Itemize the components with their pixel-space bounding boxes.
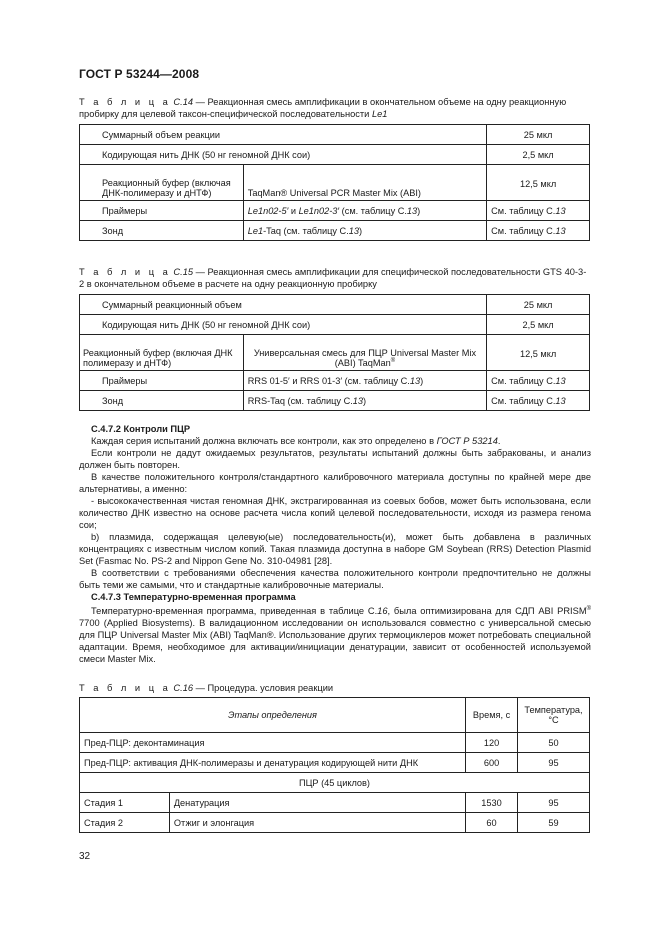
table-cell bbox=[487, 391, 590, 411]
table-cell: Пред-ПЦР: деконтаминация bbox=[80, 733, 466, 753]
table-cell bbox=[487, 201, 590, 221]
table-row bbox=[80, 201, 590, 221]
table-cell: TaqMan® Universal PCR Master Mix (ABI) bbox=[243, 165, 486, 201]
cell-text: ) bbox=[358, 225, 363, 236]
cell-text: Le1 bbox=[247, 225, 264, 236]
table-header-row bbox=[80, 698, 590, 733]
table-header-cell: Время, с bbox=[466, 698, 518, 733]
paragraph-text: , была оптимизирована для СДП ABI PRISM bbox=[387, 606, 587, 617]
caption-word: Т а б л и ц а bbox=[79, 683, 171, 693]
table-cell: Зонд bbox=[80, 391, 244, 411]
cell-text: 13 bbox=[352, 395, 363, 406]
page-number: 32 bbox=[79, 851, 91, 862]
table-cell: 25 мкл bbox=[487, 125, 590, 145]
table-cell: Суммарный реакционный объем bbox=[80, 295, 487, 315]
table-row bbox=[80, 813, 590, 833]
paragraph-text: ГОСТ Р 53214 bbox=[436, 436, 498, 446]
paragraph bbox=[79, 435, 591, 447]
cell-text: RRS-Taq (см. таблицу С. bbox=[247, 395, 353, 406]
table-cell: Отжиг и элонгация bbox=[169, 813, 465, 833]
cell-text: 13 bbox=[348, 225, 359, 236]
table-14-caption bbox=[79, 97, 591, 120]
caption-number: C.14 bbox=[173, 97, 194, 107]
cell-text: 13 bbox=[555, 395, 566, 406]
table-header-cell bbox=[80, 698, 466, 733]
cell-text: См. таблицу С. bbox=[491, 205, 556, 216]
cell-text: Универсальная смесь для ПЦР Universal Master Mix (ABI) TaqMan bbox=[253, 347, 477, 368]
table-cell: 600 bbox=[466, 753, 518, 773]
cell-text: Le1n02-3′ bbox=[298, 205, 340, 216]
paragraph bbox=[79, 603, 591, 665]
cell-text: См. таблицу С. bbox=[491, 225, 556, 236]
table-header-cell: Температура, °С bbox=[518, 698, 590, 733]
page-title: ГОСТ Р 53244—2008 bbox=[79, 67, 200, 81]
table-cell bbox=[243, 201, 486, 221]
paragraph-text: . bbox=[497, 436, 501, 446]
table-row bbox=[80, 391, 590, 411]
caption-italic: Le1 bbox=[371, 108, 388, 119]
table-row bbox=[80, 371, 590, 391]
table-cell: 2,5 мкл bbox=[487, 315, 590, 335]
caption-text: — Реакционная смесь амплификации в окончательном объеме на одну реакционную пробирку для целевой таксон-специфической последовательности bbox=[79, 97, 567, 119]
paragraph: b) плазмида, содержащая целевую(ые) последовательность(и), может быть добавлена в различных концентрациях с известным числом копий. Такая плазмида доступна в наборе GM Soybean (RRS) Detection Plasmid Set (Fasmac No. PS-2 and Nippon Gene No. 310-04981 [28]. bbox=[79, 532, 591, 566]
caption-word: Т а б л и ц а bbox=[79, 267, 171, 277]
cell-text: ) bbox=[420, 375, 424, 386]
table-15-caption bbox=[79, 267, 591, 290]
table-cell: Реакционный буфер (включая ДНК полимеразу и дНТФ) bbox=[80, 335, 244, 371]
table-cell bbox=[243, 335, 486, 371]
paragraph-text: Каждая серия испытаний должна включать все контроли, как это определено в bbox=[91, 436, 437, 446]
caption-word: Т а б л и ц а bbox=[79, 97, 171, 107]
table-row bbox=[80, 145, 590, 165]
table-cell: Реакционный буфер (включая ДНК-полимеразу и дНТФ) bbox=[80, 165, 244, 201]
paragraph: В соответствии с требованиями обеспечения качества положительного контроли предпочтительно не должны быть теми же самыми, что и стандартные калибровочные материалы. bbox=[79, 568, 591, 590]
table-cell: 12,5 мкл bbox=[487, 165, 590, 201]
table-cell: 1530 bbox=[466, 793, 518, 813]
table-row bbox=[80, 753, 590, 773]
table-cell: 60 bbox=[466, 813, 518, 833]
table-cell: 2,5 мкл bbox=[487, 145, 590, 165]
paragraph-text: ® bbox=[586, 606, 591, 612]
table-cell: Денатурация bbox=[169, 793, 465, 813]
table-cell: 59 bbox=[518, 813, 590, 833]
table-cell: Кодирующая нить ДНК (50 нг геномной ДНК сои) bbox=[80, 315, 487, 335]
table-cell: 12,5 мкл bbox=[487, 335, 590, 371]
table-cell bbox=[243, 371, 486, 391]
section-heading: С.4.7.2 Контроли ПЦР bbox=[91, 424, 191, 434]
cell-text: (см. таблицу С. bbox=[339, 205, 407, 216]
table-row bbox=[80, 335, 590, 371]
table-row bbox=[80, 221, 590, 241]
caption-number: С.15 bbox=[173, 267, 194, 277]
table-16-caption bbox=[79, 683, 591, 695]
cell-text: 13 bbox=[406, 205, 418, 216]
paragraph: В качестве положительного контроля/стандартного калибровочного материала доступны по крайней мере две альтернативы, а именно: bbox=[79, 472, 591, 494]
table-row bbox=[80, 165, 590, 201]
cell-text: 13 bbox=[409, 375, 421, 386]
table-cell bbox=[487, 371, 590, 391]
paragraph-text: 16 bbox=[377, 606, 388, 617]
table-cell: Зонд bbox=[80, 221, 244, 241]
table-14 bbox=[79, 124, 590, 241]
paragraph: - высококачественная чистая геномная ДНК, экстрагированная из соевых бобов, может быть использована, если количество ДНК известно на основе расчета числа копий целевой последовательности, исходя из размера генома сои; bbox=[79, 496, 591, 530]
section-body bbox=[79, 423, 591, 665]
cell-text: ) bbox=[363, 395, 367, 406]
table-cell: 95 bbox=[518, 753, 590, 773]
header-text: Этапы определения bbox=[228, 710, 317, 720]
cell-text: См. таблицу С. bbox=[491, 395, 556, 406]
table-cell: 120 bbox=[466, 733, 518, 753]
table-cell bbox=[243, 391, 486, 411]
table-cell: Пред-ПЦР: активация ДНК-полимеразы и денатурация кодирующей нити ДНК bbox=[80, 753, 466, 773]
cell-text: -Taq (см. таблицу С. bbox=[263, 225, 349, 236]
caption-number: С.16 bbox=[173, 683, 194, 693]
table-row bbox=[80, 733, 590, 753]
paragraph: Если контроли не дадут ожидаемых результатов, результаты испытаний должны быть забракованы, и анализ должен быть повторен. bbox=[79, 448, 591, 470]
table-row bbox=[80, 773, 590, 793]
table-row bbox=[80, 125, 590, 145]
caption-text: — Реакционная смесь амплификации для специфической последовательности GTS 40-3-2 в окончательном объеме в расчете на одну реакционную пробирку bbox=[79, 267, 587, 289]
cell-text: RRS 01-5′ и RRS 01-3′ (см. таблицу С. bbox=[247, 375, 410, 386]
table-cell: Стадия 2 bbox=[80, 813, 170, 833]
cell-text: и bbox=[288, 205, 299, 216]
cell-text: 13 bbox=[555, 225, 566, 236]
paragraph-text: 7700 (Applied Biosystems). В валидационном исследовании он использовался совместно с универсальной смесью для ПЦР Universal Master Mix (ABI) TaqMan®. Использование других термоциклеров может потребовать специальной адаптации. Время, необходимое для активации/инициации денатурации, зависит от особенностей используемой смеси Master Mix. bbox=[79, 618, 591, 665]
table-cell: Стадия 1 bbox=[80, 793, 170, 813]
table-cell bbox=[487, 221, 590, 241]
paragraph-text: Температурно-временная программа, приведенная в таблице С. bbox=[91, 606, 378, 617]
table-15 bbox=[79, 294, 590, 411]
cell-text: 13 bbox=[555, 375, 566, 386]
table-row bbox=[80, 793, 590, 813]
cell-text: 13 bbox=[555, 205, 566, 216]
table-cell: Суммарный объем реакции bbox=[80, 125, 487, 145]
cell-text: ® bbox=[390, 357, 396, 364]
table-cell: ПЦР (45 циклов) bbox=[80, 773, 590, 793]
caption-text: — Процедура. условия реакции bbox=[193, 683, 334, 693]
table-16 bbox=[79, 697, 590, 833]
section-heading: С.4.7.3 Температурно-временная программа bbox=[91, 592, 296, 602]
table-row bbox=[80, 315, 590, 335]
table-row bbox=[80, 295, 590, 315]
table-cell: 25 мкл bbox=[487, 295, 590, 315]
cell-text: ) bbox=[417, 205, 421, 216]
table-cell: Кодирующая нить ДНК (50 нг геномной ДНК сои) bbox=[80, 145, 487, 165]
table-cell: Праймеры bbox=[80, 371, 244, 391]
table-cell bbox=[243, 221, 486, 241]
table-cell: 50 bbox=[518, 733, 590, 753]
table-cell: 95 bbox=[518, 793, 590, 813]
cell-text: См. таблицу С. bbox=[491, 375, 556, 386]
table-cell: Праймеры bbox=[80, 201, 244, 221]
cell-text: Le1n02-5′ bbox=[247, 205, 289, 216]
